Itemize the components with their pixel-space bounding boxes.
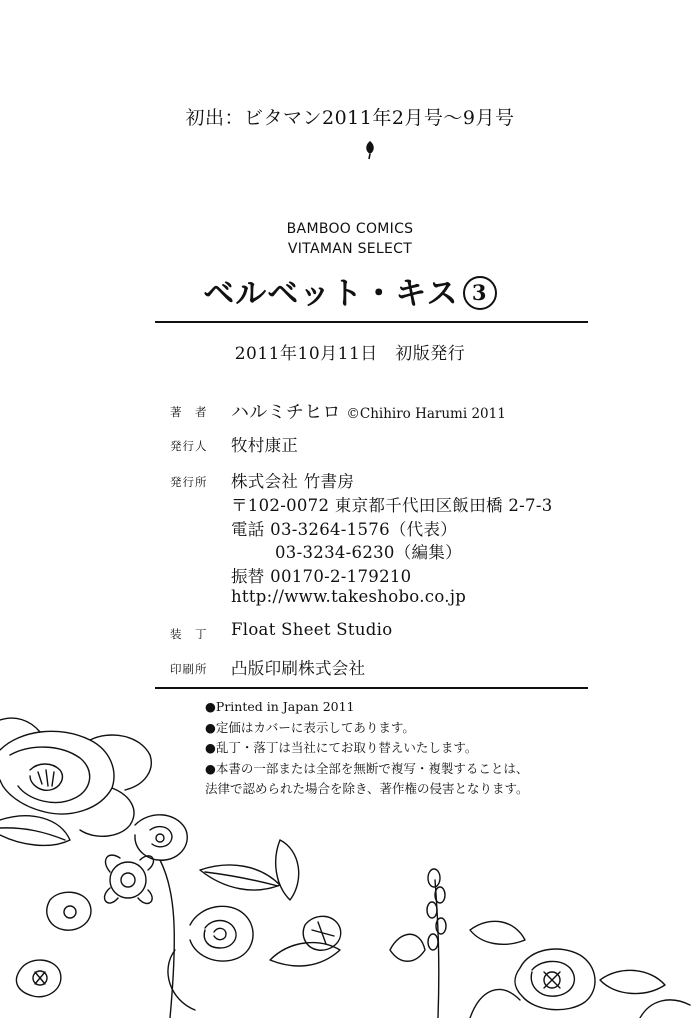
carnation-flower [515, 949, 595, 1010]
notice-line: ●定価はカバーに表示してあります。 [205, 719, 415, 735]
wild-rose-flower [135, 815, 187, 860]
publisher-person-label: 発行人 [170, 439, 208, 453]
publisher-person: 牧村康正 [231, 436, 299, 455]
author-copyright: ©Chihiro Harumi 2011 [346, 406, 506, 422]
lavender-stalk [427, 869, 446, 1018]
first-publication-note: 初出：ビタマン2011年2月号〜9月号 [185, 107, 515, 129]
book-title [0, 268, 700, 313]
stem [160, 860, 174, 1018]
leaf [276, 840, 299, 900]
leaf [470, 921, 525, 944]
series-line-2: VITAMAN SELECT [287, 241, 413, 257]
postal-transfer: 振替 00170-2-179210 [231, 567, 412, 586]
leaf [600, 970, 665, 993]
author-row [231, 398, 506, 424]
leaf [270, 943, 340, 966]
printer-name: 凸版印刷株式会社 [231, 659, 366, 678]
daisy-flower [105, 855, 154, 903]
phone-editorial: 03-3234-6230（編集） [275, 543, 462, 562]
notice-line: ●Printed in Japan 2011 [205, 699, 355, 714]
top-divider [155, 321, 588, 323]
publisher-label: 発行所 [170, 475, 208, 489]
publisher-name: 株式会社 竹書房 [231, 472, 355, 491]
notice-line: ●乱丁・落丁は当社にてお取り替えいたします。 [205, 740, 478, 755]
design-label: 装 丁 [170, 627, 208, 641]
author-name: ハルミチヒロ [231, 402, 341, 423]
small-flower [16, 892, 91, 997]
notice-line: ●本書の一部または全部を無断で複写・複製することは、 [205, 760, 529, 776]
issue-date: 2011年10月11日 初版発行 [234, 344, 466, 364]
large-camellia-flower [0, 718, 151, 836]
bud-flower [303, 916, 340, 950]
volume-number-badge: 3 [463, 276, 497, 310]
leaf-ornament-icon [362, 140, 378, 160]
notice-line: 法律で認められた場合を除き、著作権の侵害となります。 [205, 781, 529, 796]
series-line-1: BAMBOO COMICS [286, 221, 414, 237]
publisher-url: http://www.takeshobo.co.jp [231, 587, 467, 606]
design-studio: Float Sheet Studio [231, 620, 393, 639]
book-title-text: ベルベット・キス [203, 276, 459, 312]
publisher-address: 〒102-0072 東京都千代田区飯田橋 2-7-3 [231, 496, 553, 515]
leaf [390, 934, 425, 961]
flower-illustration [0, 700, 700, 1018]
rose-flower [168, 906, 253, 1010]
printer-label: 印刷所 [170, 662, 208, 676]
author-label: 著 者 [170, 405, 208, 419]
phone-main: 電話 03-3264-1576（代表） [231, 520, 458, 539]
bottom-divider [155, 687, 588, 689]
